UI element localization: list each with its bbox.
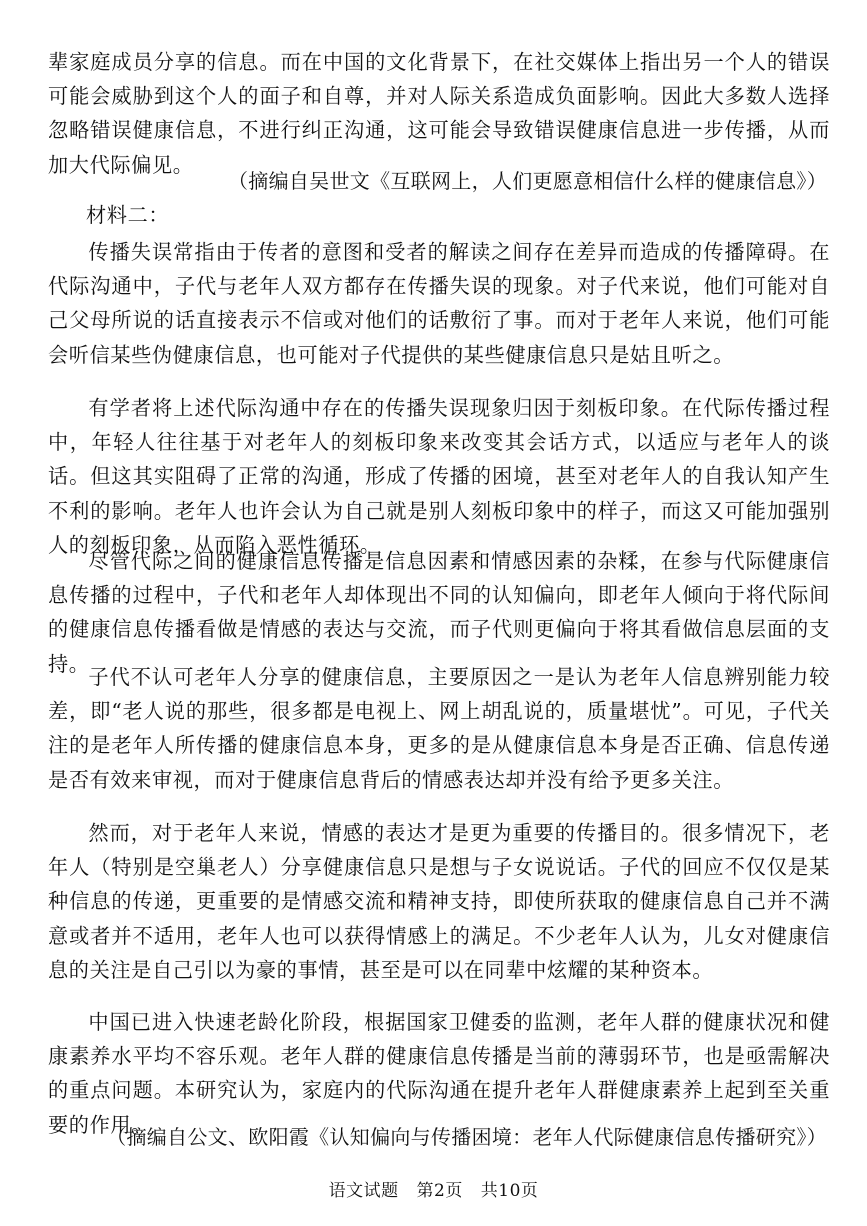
paragraph-4: 尽管代际之间的健康信息传播是信息因素和情感因素的杂糅，在参与代际健康信息传播的过程中，子代和老年人却体现出不同的认知偏向，即老年人倾向于将代际间的健康信息传播看做是情感的表达与交流，而子代则更偏向于将其看做信息层面的支持。	[48, 549, 830, 676]
paragraph-6: 然而，对于老年人来说，情感的表达才是更为重要的传播目的。很多情况下，老年人（特别是空巢老人）分享健康信息只是想与子女说说话。子代的回应不仅仅是某种信息的传递，更重要的是情感交流和精神支持，即使所获取的健康信息自己并不满意或者并不适用，老年人也可以获得情感上的满足。不少老年人认为，儿女对健康信息的关注是自己引以为豪的事情，甚至是可以在同辈中炫耀的某种资本。	[48, 821, 830, 982]
footer-total-pages: 共10页	[480, 1181, 539, 1201]
paragraph-2: 传播失误常指由于传者的意图和受者的解读之间存在差异而造成的传播障碍。在代际沟通中，子代与老年人双方都存在传播失误的现象。对子代来说，他们可能对自己父母所说的话直接表示不信或对他们的话敷衍了事。而对于老年人来说，他们可能会听信某些伪健康信息，也可能对子代提供的某些健康信息只是姑且听之。	[48, 240, 830, 367]
source-citation-2: （摘编自公文、欧阳霞《认知偏向与传播困境：老年人代际健康信息传播研究》）	[106, 1125, 827, 1149]
section-heading-material-2: 材料二：	[86, 203, 170, 227]
footer-page-number: 第2页	[416, 1181, 463, 1201]
page-footer	[0, 1179, 867, 1203]
paragraph-3: 有学者将上述代际沟通中存在的传播失误现象归因于刻板印象。在代际传播过程中，年轻人往往基于对老年人的刻板印象来改变其会话方式，以适应与老年人的谈话。但这其实阻碍了正常的沟通，形成了传播的困境，甚至对老年人的自我认知产生不利的影响。老年人也许会认为自己就是别人刻板印象中的样子，而这又可能加强别人的刻板印象，从而陷入恶性循环。	[48, 396, 830, 557]
paragraph-continued: 辈家庭成员分享的信息。而在中国的文化背景下，在社交媒体上指出另一个人的错误可能会威胁到这个人的面子和自尊，并对人际关系造成负面影响。因此大多数人选择忽略错误健康信息，不进行纠正沟通，这可能会导致错误健康信息进一步传播，从而加大代际偏见。	[48, 50, 830, 177]
paragraph-5: 子代不认可老年人分享的健康信息，主要原因之一是认为老年人信息辨别能力较差，即“老人说的那些，很多都是电视上、网上胡乱说的，质量堪忧”。可见，子代关注的是老年人所传播的健康信息本身，更多的是从健康信息本身是否正确、信息传递是否有效来审视，而对于健康信息背后的情感表达却并没有给予更多关注。	[48, 665, 830, 792]
paragraph-7: 中国已进入快速老龄化阶段，根据国家卫健委的监测，老年人群的健康状况和健康素养水平均不容乐观。老年人群的健康信息传播是当前的薄弱环节，也是亟需解决的重点问题。本研究认为，家庭内的代际沟通在提升老年人群健康素养上起到至关重要的作用。	[48, 1010, 830, 1137]
footer-subject: 语文试题	[328, 1181, 399, 1201]
source-citation-1: （摘编自吴世文《互联网上，人们更愿意相信什么样的健康信息》）	[228, 169, 827, 193]
